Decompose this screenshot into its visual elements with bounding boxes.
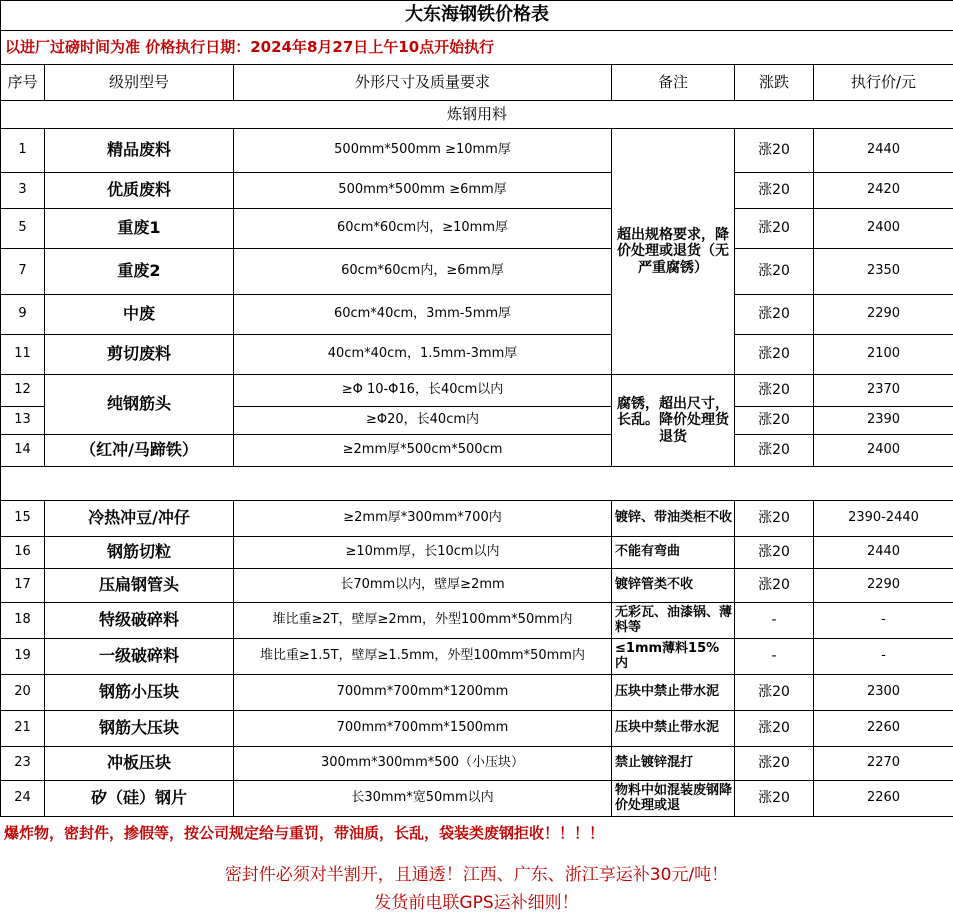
row-remark: ≤1mm薄料15%内 (612, 639, 735, 675)
row-no: 18 (1, 603, 45, 639)
row-no: 16 (1, 537, 45, 569)
table-row (1, 295, 953, 335)
row-spec: 长30mm*宽50mm以内 (234, 781, 612, 817)
row-price: 2440 (814, 129, 953, 173)
row-name: 冲板压块 (45, 747, 234, 781)
row-change: 涨20 (735, 407, 814, 435)
table-row (1, 435, 953, 467)
row-change: 涨20 (735, 375, 814, 407)
remark-group-2: 腐锈，超出尺寸，长乱。降价处理货退货 (612, 375, 735, 467)
header-row (1, 65, 953, 101)
row-no: 23 (1, 747, 45, 781)
row-name: 精品废料 (45, 129, 234, 173)
row-no: 9 (1, 295, 45, 335)
row-price: 2390 (814, 407, 953, 435)
row-spec: 500mm*500mm ≥10mm厚 (234, 129, 612, 173)
row-price: - (814, 639, 953, 675)
effective-date-notice: 以进厂过磅时间为准 价格执行日期：2024年8月27日上午10点开始执行 (1, 31, 953, 65)
row-no: 7 (1, 249, 45, 295)
row-price: 2440 (814, 537, 953, 569)
table-row (1, 639, 953, 675)
row-price: 2300 (814, 675, 953, 711)
row-change: 涨20 (735, 209, 814, 249)
row-name: 钢筋切粒 (45, 537, 234, 569)
row-name: 优质废料 (45, 173, 234, 209)
row-spec: 300mm*300mm*500（小压块） (234, 747, 612, 781)
row-no: 3 (1, 173, 45, 209)
row-spec: 堆比重≥1.5T，壁厚≥1.5mm，外型100mm*50mm内 (234, 639, 612, 675)
row-name: 特级破碎料 (45, 603, 234, 639)
row-spec: 500mm*500mm ≥6mm厚 (234, 173, 612, 209)
row-change: 涨20 (735, 747, 814, 781)
header-grade: 级别型号 (45, 65, 234, 101)
row-spec: ≥2mm厚*500cm*500cm (234, 435, 612, 467)
row-no: 5 (1, 209, 45, 249)
row-no: 17 (1, 569, 45, 603)
blank-cell (1, 467, 953, 501)
row-remark: 镀锌、带油类柜不收 (612, 501, 735, 537)
table-row (1, 537, 953, 569)
row-name: 矽（硅）钢片 (45, 781, 234, 817)
row-name: （红冲/马蹄铁） (45, 435, 234, 467)
table-row (1, 209, 953, 249)
row-spec: 60cm*60cm内，≥6mm厚 (234, 249, 612, 295)
row-price: 2290 (814, 295, 953, 335)
header-spec: 外形尺寸及质量要求 (234, 65, 612, 101)
table-row (1, 747, 953, 781)
row-spec: ≥2mm厚*300mm*700内 (234, 501, 612, 537)
row-price: 2100 (814, 335, 953, 375)
row-spec: 700mm*700mm*1200mm (234, 675, 612, 711)
row-spec: ≥Φ 10-Φ16，长40cm以内 (234, 375, 612, 407)
header-change: 涨跌 (735, 65, 814, 101)
row-name: 重废2 (45, 249, 234, 295)
row-spec: 40cm*40cm，1.5mm-3mm厚 (234, 335, 612, 375)
row-name: 中废 (45, 295, 234, 335)
row-name: 冷热冲豆/冲仔 (45, 501, 234, 537)
header-remark: 备注 (612, 65, 735, 101)
row-name: 剪切废料 (45, 335, 234, 375)
row-price: 2260 (814, 711, 953, 747)
remark-group-1: 超出规格要求，降价处理或退货（无严重腐锈） (612, 129, 735, 375)
table-row (1, 781, 953, 817)
row-change: 涨20 (735, 249, 814, 295)
row-change: 涨20 (735, 335, 814, 375)
header-price: 执行价/元 (814, 65, 953, 101)
row-remark: 不能有弯曲 (612, 537, 735, 569)
row-no: 14 (1, 435, 45, 467)
row-change: - (735, 603, 814, 639)
row-change: 涨20 (735, 711, 814, 747)
row-name: 重废1 (45, 209, 234, 249)
row-change: 涨20 (735, 781, 814, 817)
blank-separator-row (1, 467, 953, 501)
table-row (1, 375, 953, 407)
row-no: 21 (1, 711, 45, 747)
row-no: 20 (1, 675, 45, 711)
row-no: 11 (1, 335, 45, 375)
row-change: 涨20 (735, 435, 814, 467)
row-spec: 堆比重≥2T，壁厚≥2mm，外型100mm*50mm内 (234, 603, 612, 639)
row-change: 涨20 (735, 129, 814, 173)
row-no: 13 (1, 407, 45, 435)
row-price: 2260 (814, 781, 953, 817)
row-price: 2420 (814, 173, 953, 209)
row-change: - (735, 639, 814, 675)
row-remark: 镀锌管类不收 (612, 569, 735, 603)
row-no: 19 (1, 639, 45, 675)
row-spec: 长70mm以内，壁厚≥2mm (234, 569, 612, 603)
row-remark: 无彩瓦、油漆锅、薄料等 (612, 603, 735, 639)
row-spec: 700mm*700mm*1500mm (234, 711, 612, 747)
rejection-warning: 爆炸物，密封件，掺假等，按公司规定给与重罚，带油质，长乱，袋装类废钢拒收！！！！ (4, 824, 605, 842)
row-spec: 60cm*60cm内，≥10mm厚 (234, 209, 612, 249)
table-row (1, 675, 953, 711)
row-no: 12 (1, 375, 45, 407)
row-price: - (814, 603, 953, 639)
row-price: 2400 (814, 209, 953, 249)
row-remark: 压块中禁止带水泥 (612, 711, 735, 747)
table-row (1, 173, 953, 209)
row-remark: 物料中如混装废钢降价处理或退 (612, 781, 735, 817)
row-price: 2270 (814, 747, 953, 781)
row-spec: 60cm*40cm，3mm-5mm厚 (234, 295, 612, 335)
row-name: 压扁钢管头 (45, 569, 234, 603)
row-name: 一级破碎料 (45, 639, 234, 675)
row-name: 钢筋大压块 (45, 711, 234, 747)
row-change: 涨20 (735, 173, 814, 209)
row-spec: ≥10mm厚，长10cm以内 (234, 537, 612, 569)
row-price: 2350 (814, 249, 953, 295)
row-spec: ≥Φ20，长40cm内 (234, 407, 612, 435)
row-price: 2370 (814, 375, 953, 407)
row-change: 涨20 (735, 537, 814, 569)
header-no: 序号 (1, 65, 45, 101)
row-price: 2400 (814, 435, 953, 467)
row-change: 涨20 (735, 501, 814, 537)
row-change: 涨20 (735, 675, 814, 711)
row-no: 15 (1, 501, 45, 537)
footer-subsidy-note: 密封件必须对半割开，且通透！江西、广东、浙江享运补30元/吨！ (224, 865, 729, 885)
row-change: 涨20 (735, 569, 814, 603)
row-name: 纯钢筋头 (45, 375, 234, 435)
table-row (1, 129, 953, 173)
row-no: 24 (1, 781, 45, 817)
table-row (1, 249, 953, 295)
row-no: 1 (1, 129, 45, 173)
sheet-title: 大东海钢铁价格表 (1, 1, 953, 31)
footer-gps-note: 发货前电联GPS运补细则！ (374, 893, 579, 913)
row-remark: 禁止镀锌混打 (612, 747, 735, 781)
table-row (1, 711, 953, 747)
table-row (1, 501, 953, 537)
row-price: 2390-2440 (814, 501, 953, 537)
table-row (1, 603, 953, 639)
row-remark: 压块中禁止带水泥 (612, 675, 735, 711)
table-row (1, 335, 953, 375)
row-change: 涨20 (735, 295, 814, 335)
row-name: 钢筋小压块 (45, 675, 234, 711)
table-row (1, 569, 953, 603)
row-price: 2290 (814, 569, 953, 603)
section-label: 炼钢用料 (1, 101, 953, 129)
